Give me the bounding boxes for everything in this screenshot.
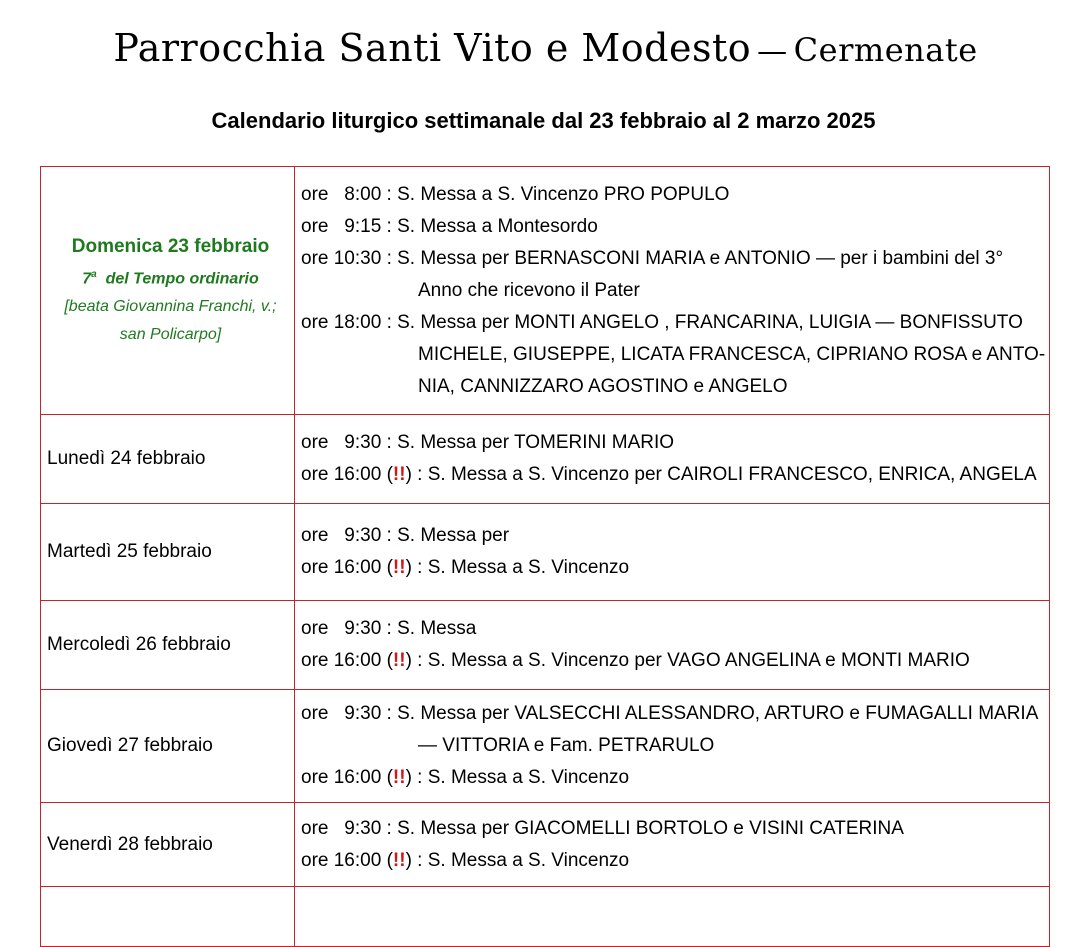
day-cell — [41, 887, 295, 947]
day-cell: Martedì 25 febbraio — [41, 504, 295, 601]
sunday-date: Domenica 23 febbraio — [71, 236, 270, 258]
day-cell-sunday — [41, 167, 295, 415]
mass-entry: ore 9:30 : S. Messa per — [301, 525, 510, 546]
masses-cell — [295, 690, 1050, 803]
masses-cell — [295, 803, 1050, 887]
liturgical-calendar-table — [40, 166, 1050, 947]
day-cell: Giovedì 27 febbraio — [41, 690, 295, 803]
mass-entry: ore 9:30 : S. Messa — [301, 618, 477, 639]
sunday-liturgy: 7$^a$ del Tempo ordinario — [82, 269, 259, 288]
mass-entry: ore 16:00 (!!) : S. Messa a S. Vincenzo per VAGO ANGELINA e MONTI MARIO — [301, 650, 970, 671]
mass-entry: ore 9:30 : S. Messa per VALSECCHI ALESSANDRO, ARTURO e FUMAGALLI MARIA — [301, 703, 1039, 724]
mass-entry: ore 9:30 : S. Messa per GIACOMELLI BORTOLO e VISINI CATERINA — [301, 817, 904, 839]
page-title — [0, 26, 1091, 70]
day-cell: Venerdì 28 febbraio — [41, 803, 295, 887]
masses-cell — [295, 415, 1050, 504]
mass-entry: ore 16:00 (!!) : S. Messa a S. Vincenzo per CAIROLI FRANCESCO, ENRICA, ANGELA — [301, 464, 1037, 485]
mass-entry: ore 10:30 : S. Messa per BERNASCONI MARIA e ANTONIO — per i bambini del 3° — [301, 247, 1004, 269]
calendar-subtitle: Calendario liturgico settimanale dal 23 febbraio al 2 marzo 2025 — [211, 108, 876, 133]
warning-mark: !! — [392, 464, 406, 485]
mass-entry-continuation: — VITTORIA e Fam. PETRARULO — [418, 735, 715, 756]
mass-entry: ore 9:15 : S. Messa a Montesordo — [301, 215, 598, 237]
day-cell: Mercoledì 26 febbraio — [41, 601, 295, 690]
town-name: Cermenate — [793, 31, 978, 69]
parish-name: Parrocchia Santi Vito e Modesto — [113, 26, 752, 70]
warning-mark: !! — [392, 849, 406, 871]
mass-entry: ore 8:00 : S. Messa a S. Vincenzo PRO POPULO — [301, 183, 730, 205]
warning-mark: !! — [392, 767, 406, 788]
mass-entry: ore 16:00 (!!) : S. Messa a S. Vincenzo — [301, 849, 630, 871]
table-row-saturday-partial — [41, 887, 1050, 947]
table-row-thursday — [41, 690, 1050, 803]
masses-cell-sunday — [295, 167, 1050, 415]
mass-entry-continuation: Anno che ricevono il Pater — [418, 279, 640, 301]
mass-entry: ore 16:00 (!!) : S. Messa a S. Vincenzo — [301, 767, 630, 788]
day-cell: Lunedì 24 febbraio — [41, 415, 295, 504]
warning-mark: !! — [392, 557, 406, 578]
masses-cell — [295, 601, 1050, 690]
masses-cell — [295, 887, 1050, 947]
table-row-monday — [41, 415, 1050, 504]
mass-entry: ore 9:30 : S. Messa per TOMERINI MARIO — [301, 432, 675, 453]
table-row-wednesday — [41, 601, 1050, 690]
table-row-friday — [41, 803, 1050, 887]
table-row-tuesday — [41, 504, 1050, 601]
sunday-saints: [beata Giovannina Franchi, v.; san Policarpo] — [64, 297, 277, 343]
mass-entry-continuation: NIA, CANNIZZARO AGOSTINO e ANGELO — [418, 375, 788, 397]
mass-entry: ore 16:00 (!!) : S. Messa a S. Vincenzo — [301, 557, 630, 578]
mass-entry: ore 18:00 : S. Messa per MONTI ANGELO , FRANCARINA, LUIGIA — BONFISSUTO — [301, 311, 1023, 333]
masses-cell — [295, 504, 1050, 601]
mass-entry-continuation: MICHELE, GIUSEPPE, LICATA FRANCESCA, CIPRIANO ROSA e ANTO- — [418, 343, 1046, 365]
table-row-sunday — [41, 167, 1050, 415]
title-dash: — — [757, 34, 788, 69]
warning-mark: !! — [392, 650, 406, 671]
